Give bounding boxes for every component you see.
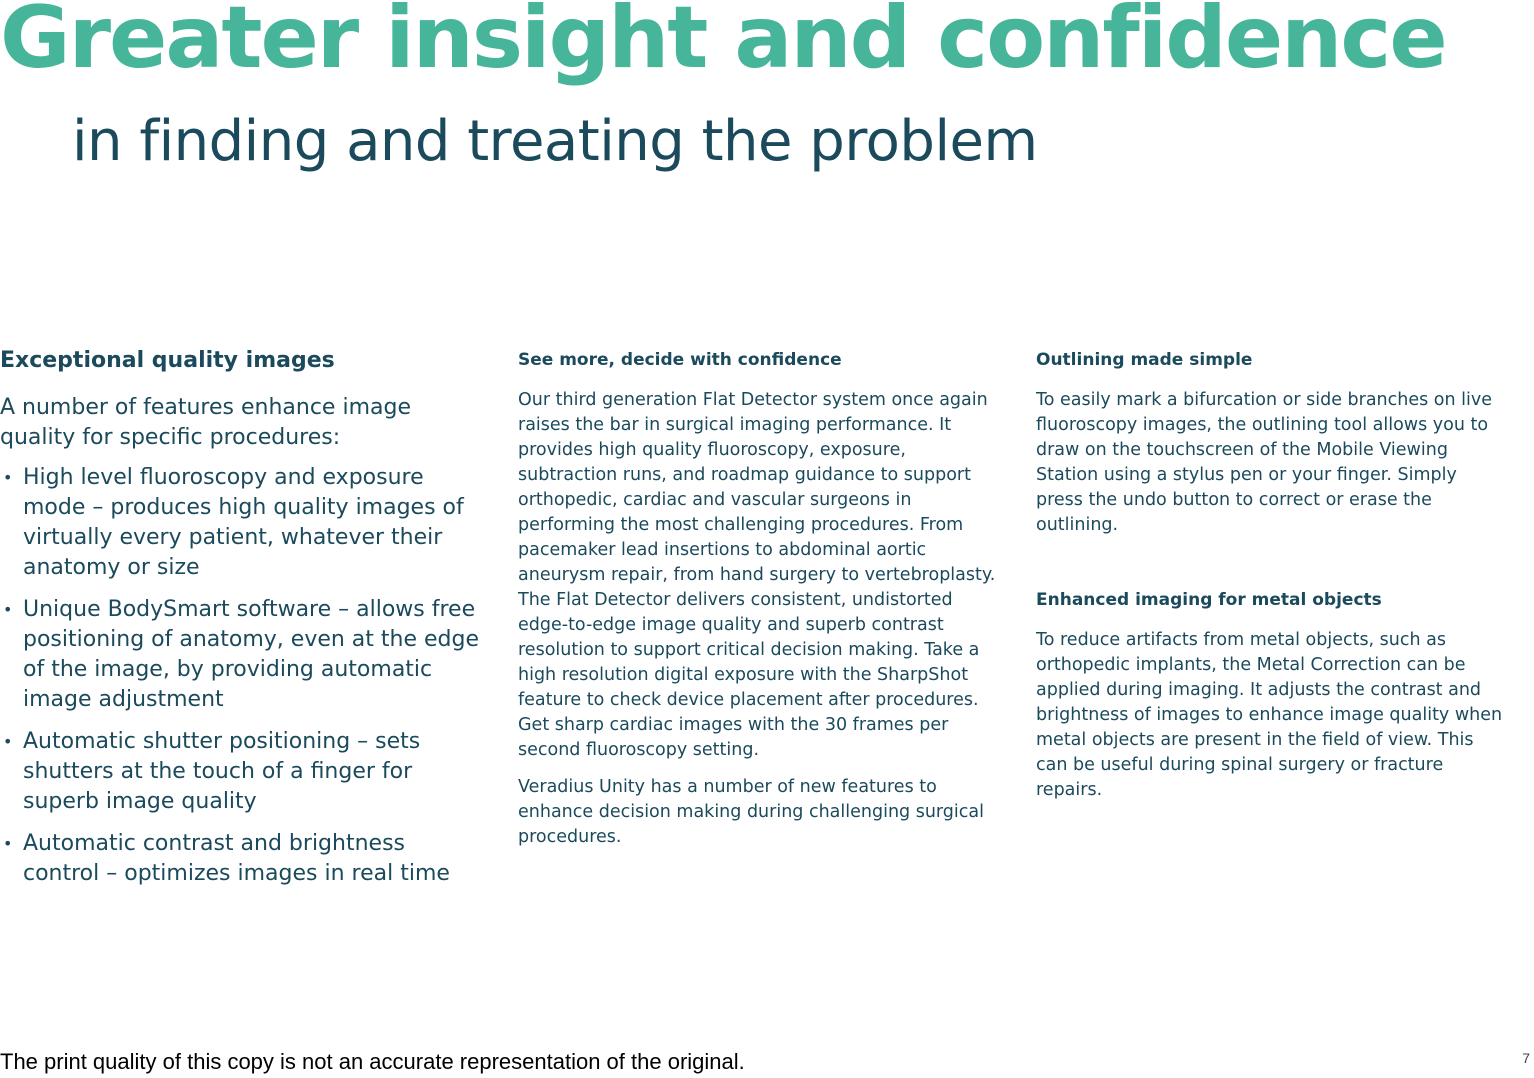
list-item-text: Automatic shutter positioning – sets shutters at the touch of a finger for superb image quality	[23, 729, 421, 814]
body-paragraph: Veradius Unity has a number of new features to enhance decision making during challenging surgical procedures.	[518, 777, 984, 847]
intro-paragraph: A number of features enhance image quality for specific procedures:	[0, 395, 411, 450]
section-heading: Exceptional quality images	[0, 348, 335, 373]
list-item	[0, 463, 480, 583]
list-item	[0, 829, 480, 889]
list-item	[0, 595, 480, 715]
page-title: Greater insight and confidence	[0, 0, 1446, 88]
body-paragraph: To reduce artifacts from metal objects, such as orthopedic implants, the Metal Correction can be applied during imaging. It adjusts the contrast and brightness of images to enhance image quality when metal objects are present in the field of view. This can be useful during spinal surgery or fracture repairs.	[1036, 630, 1503, 800]
bullet-icon: •	[3, 834, 13, 853]
column-see-more	[518, 346, 996, 862]
column-outlining-and-metal	[1036, 346, 1506, 815]
list-item-text: Unique BodySmart software – allows free positioning of anatomy, even at the edge of the image, by providing automatic image adjustment	[23, 597, 480, 712]
list-item	[0, 727, 480, 817]
feature-list	[0, 463, 480, 889]
print-quality-notice: The print quality of this copy is not an accurate representation of the original.	[0, 1049, 745, 1074]
section-heading: See more, decide with confidence	[518, 350, 842, 370]
body-paragraph: Our third generation Flat Detector system once again raises the bar in surgical imaging performance. It provides high quality fluoroscopy, exposure, subtraction runs, and roadmap guidance to support orthopedic, cardiac and vascular surgeons in performing the most challenging procedures. From pacemaker lead insertions to abdominal aortic aneurysm repair, from hand surgery to vertebroplasty. The Flat Detector delivers consistent, undistorted edge-to-edge image quality and superb contrast resolution to support critical decision making. Take a high resolution digital exposure with the SharpShot feature to check device placement after procedures. Get sharp cardiac images with the 30 frames per second fluoroscopy setting.	[518, 390, 996, 760]
list-item-text: High level fluoroscopy and exposure mode – produces high quality images of virtually every patient, whatever their anatomy or size	[23, 465, 464, 580]
column-exceptional-quality-images	[0, 344, 480, 901]
bullet-icon: •	[3, 732, 13, 751]
page-subtitle: in finding and treating the problem	[72, 109, 1038, 174]
list-item-text: Automatic contrast and brightness control – optimizes images in real time	[23, 831, 450, 886]
section-heading: Enhanced imaging for metal objects	[1036, 590, 1382, 610]
section-heading: Outlining made simple	[1036, 350, 1253, 370]
bullet-icon: •	[3, 468, 13, 487]
page-number: 7	[1522, 1050, 1530, 1066]
body-paragraph: To easily mark a bifurcation or side branches on live fluoroscopy images, the outlining tool allows you to draw on the touchscreen of the Mobile Viewing Station using a stylus pen or your finger. Simply press the undo button to correct or erase the outlining.	[1036, 390, 1493, 535]
bullet-icon: •	[3, 600, 13, 619]
